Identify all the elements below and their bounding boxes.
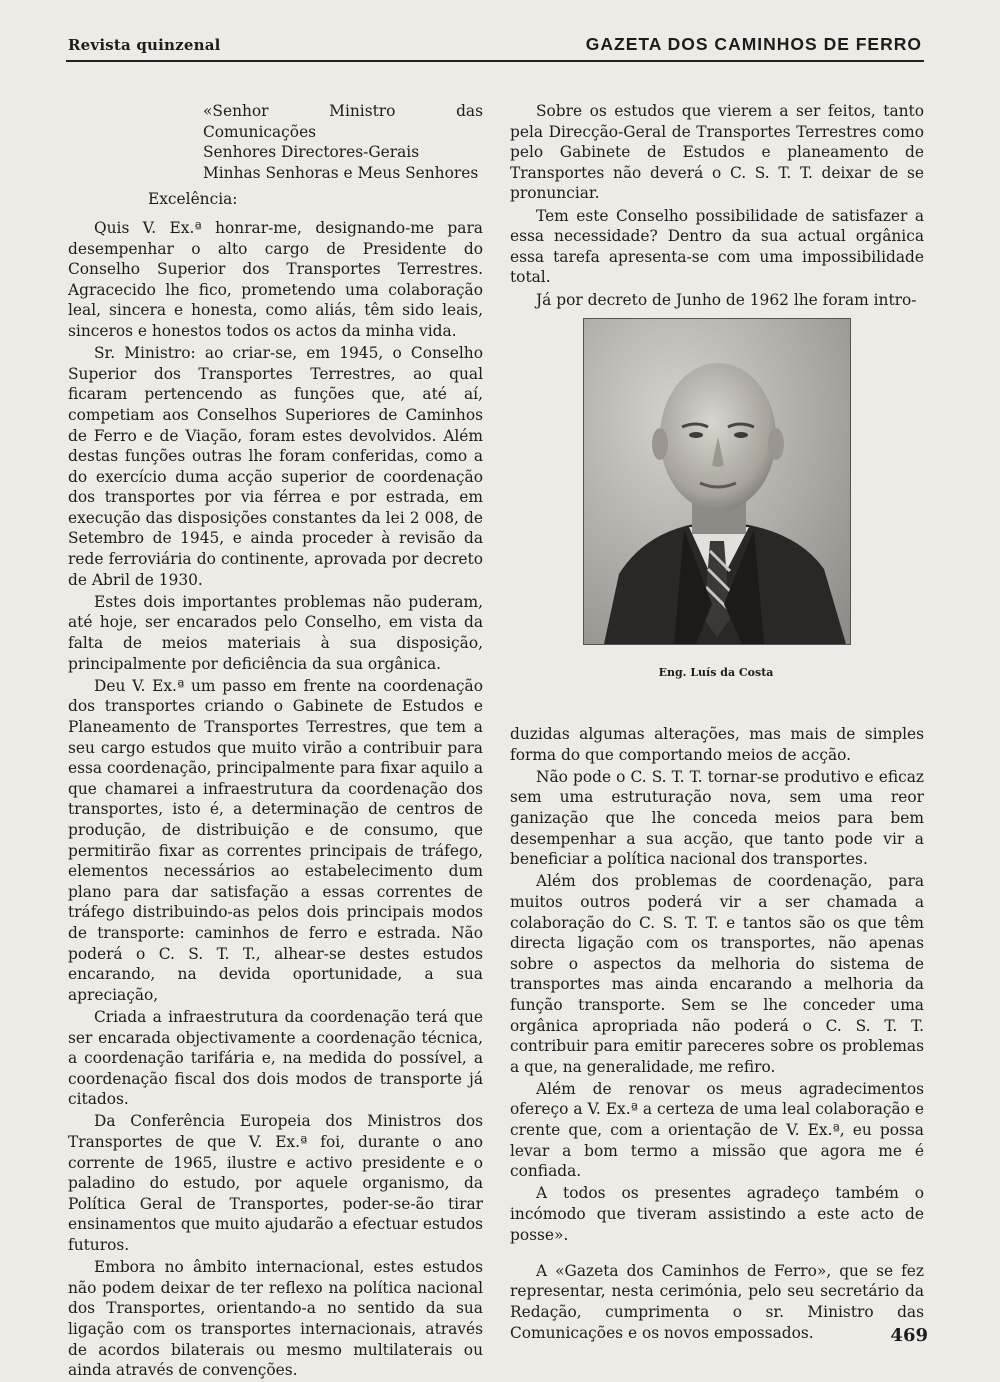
paragraph: Estes dois importantes problemas não puderam, até hoje, ser encarados pelo Conselho, em vista da falta de meios materiais à sua disposição, principalmente por deficiência da sua orgânica. [68,592,483,673]
address-line: Senhores Directores-Gerais [203,143,420,162]
closing-paragraph: A «Gazeta dos Caminhos de Ferro», que se fez representar, nesta cerimónia, pelo seu secretário da Redação, cumprimenta o sr. Ministro das Comunicações e os novos empossados. [510,1261,924,1342]
photo-caption: Eng. Luís da Costa [658,666,774,679]
page-number: 469 [890,1325,928,1346]
paragraph: Da Conferência Europeia dos Ministros dos Transportes de que V. Ex.ª foi, durante o ano corrente de 1965, ilustre e activo presidente e o paladino do estudo, por aquele organismo, da Política Geral de Transportes, poder-se-ão tirar ensinamentos que muito ajudarão a efectuar estudos futuros. [68,1112,483,1255]
portrait-illustration [584,319,850,644]
salutation: Excelência: [148,190,238,209]
header-rule [66,60,924,62]
paragraph: Sobre os estudos que vierem a ser feitos, tanto pela Direcção-Geral de Transportes Terrestres como pelo Gabinete de Estudos e planeamento de Transportes não deverá o C. S. T. T. deixar de se pronunciar. [510,102,924,203]
paragraph: Além dos problemas de coordenação, para muitos outros poderá vir a ser chamada a colaboração do C. S. T. T. e tantos são os que têm directa ligação com os transportes, não apenas sobre o aspectos da melhoria do sistema de transportes mas ainda encarando a melhoria da função transporte. Sem se lhe conceder uma orgânica apropriada não poderá o C. S. T. T. contribuir para emitir pareceres sobre os problemas a que, na generalidade, me refiro. [510,872,924,1076]
paragraph: Quis V. Ex.ª honrar-me, designando-me para desempenhar o alto cargo de Presidente do Conselho Superior dos Transportes Terrestres. Agracecido lhe fico, prometendo uma colaboração leal, sincera e honesta, como aliás, têm sido leais, sinceros e honestos todos os actos da minha vida. [68,218,483,340]
continued-paragraph: duzidas algumas alterações, mas mais de simples forma do que comportando meios de acção. [510,725,924,764]
paragraph: A todos os presentes agradeço também o incómodo que tiveram assistindo a este acto de posse». [510,1184,924,1244]
address-line: «Senhor Ministro das Comunicações [203,102,483,141]
paragraph: Sr. Ministro: ao criar-se, em 1945, o Conselho Superior dos Transportes Terrestres, ao qual ficaram pertencendo as funções que, até aí, competiam aos Conselhos Superiores de Caminhos de Ferro e de Viação, foram estes devolvidos. Além destas funções outras lhe foram conferidas, como a do exercício duma acção superior de coordenação dos transportes por via férrea e por estrada, em execução das disposições constantes da lei 2 008, de Setembro de 1945, e ainda proceder à revisão da rede ferroviária do continente, aprovada por decreto de Abril de 1930. [68,344,483,589]
paragraph: Embora no âmbito internacional, estes estudos não podem deixar de ter reflexo na política nacional dos Transportes, orientando-a no sentido da sua ligação com os transportes internacionais, através de acordos bilaterais ou mesmo multilaterais ou ainda através de convenções. [68,1258,483,1380]
journal-title: GAZETA DOS CAMINHOS DE FERRO [585,34,922,54]
spacer [510,1247,924,1261]
paragraph: Além de renovar os meus agradecimentos ofereço a V. Ex.ª a certeza de uma leal colaboração e crente que, com a orientação de V. Ex.ª, eu possa levar a bom termo a missão que agora me é confiada. [510,1079,924,1181]
journal-frequency: Revista quinzenal [68,36,221,54]
address-block [203,101,483,183]
right-column-top [510,101,924,312]
paragraph: Tem este Conselho possibilidade de satisfazer a essa necessidade? Dentro da sua actual orgânica essa tarefa apresenta-se com uma impossibilidade total. [510,206,924,287]
left-column [68,101,483,1382]
paragraph: Criada a infraestrutura da coordenação terá que ser encarada objectivamente a coordenação técnica, a coordenação tarifária e, na medida do possível, a coordenação fiscal dos dois modos de transporte já citados. [68,1007,483,1109]
right-column-bottom [510,724,924,1345]
paragraph: Já por decreto de Junho de 1962 lhe foram intro- [536,290,917,309]
address-line: Minhas Senhoras e Meus Senhores [203,163,479,182]
paragraph: Não pode o C. S. T. T. tornar-se produtivo e eficaz sem uma estruturação nova, sem uma reor ganização que lhe conceda meios para bem desempenhar a sua acção, que tanto pode vir a beneficiar a política nacional dos transportes. [510,767,924,869]
portrait-photo [583,318,851,645]
paragraph: Deu V. Ex.ª um passo em frente na coordenação dos transportes criando o Gabinete de Estudos e Planeamento de Transportes Terrestres, que tem a seu cargo estudos que muito virão a contribuir para essa coordenação, principalmente para fixar aquilo a que chamarei a infraestrutura da coordenação dos transportes, isto é, a determinação de centros de produção, de distribuição e de consumo, que permitirão fixar as correntes principais de tráfego, elementos necessários ao estabelecimento dum plano para dar satisfação a essas correntes de tráfego distribuindo-as pelos dois principais modos de transporte: caminhos de ferro e estrada. Não poderá o C. S. T. T., alhear-se destes estudos encarando, na devida oportunidade, a sua apreciação, [68,676,483,1004]
